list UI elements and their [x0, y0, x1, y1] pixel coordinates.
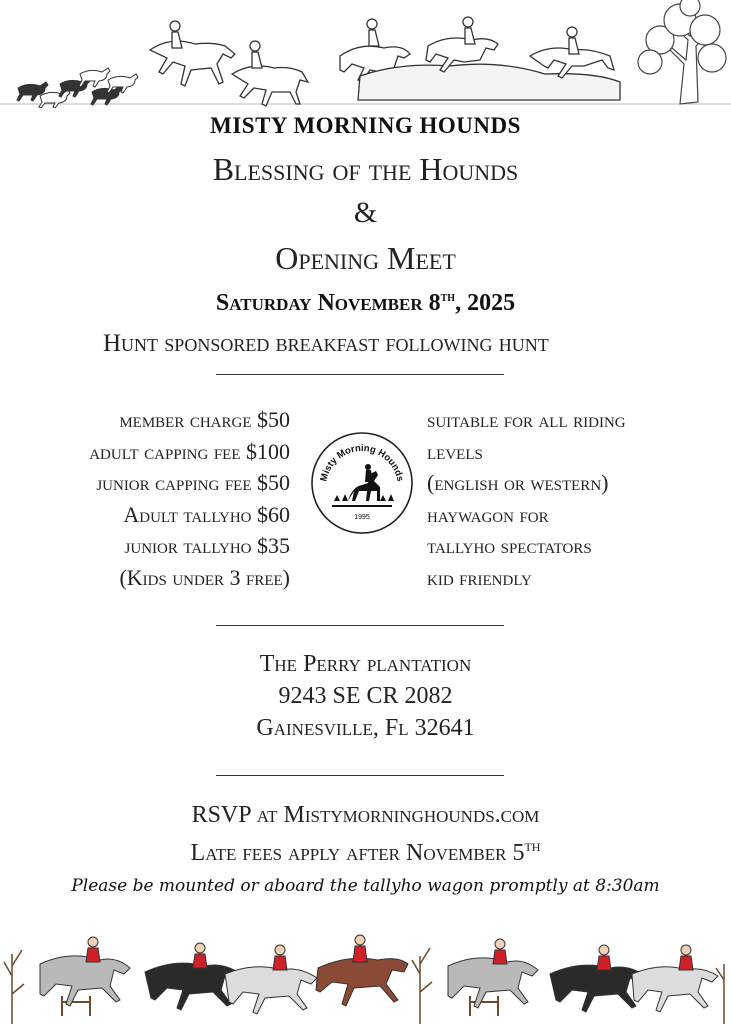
- venue-block: [0, 648, 731, 744]
- galloping-riders-illustration: [40, 935, 718, 1014]
- mounting-note: Please be mounted or aboard the tallyho wagon promptly at 8:30am: [71, 876, 660, 896]
- rsvp-block: [0, 799, 731, 869]
- amenity-item: kid friendly: [427, 564, 532, 590]
- late-fee-line: [0, 831, 731, 869]
- fence-illustration: [62, 996, 498, 1016]
- venue-street: 9243 SE CR 2082: [278, 683, 453, 709]
- divider-2: [216, 625, 504, 626]
- hunt-scene-bottom-banner: [0, 916, 731, 1024]
- event-title-line1: Blessing of the Hounds: [212, 151, 519, 187]
- amenity-item: levels: [427, 438, 483, 464]
- rsvp-line: RSVP at Mistymorninghounds.com: [191, 802, 540, 828]
- fees-list: [89, 404, 290, 593]
- event-date-main: Saturday November 8: [215, 290, 441, 316]
- fee-item: member charge $50: [119, 407, 290, 432]
- venue-name: The Perry plantation: [259, 651, 472, 677]
- svg-text:1995: 1995: [354, 514, 370, 521]
- hounds-pack-illustration: [17, 68, 138, 108]
- event-date-year: , 2025: [455, 290, 516, 316]
- fee-item: adult capping fee $100: [89, 438, 290, 464]
- tree-illustration: [638, 0, 726, 104]
- fee-item: Adult tallyho $60: [123, 501, 290, 527]
- divider-1: [216, 374, 504, 375]
- event-title-line2: Opening Meet: [275, 240, 456, 276]
- club-logo-seal: [310, 431, 414, 535]
- fee-item: junior capping fee $50: [96, 470, 290, 495]
- amenity-item: tallyho spectators: [427, 533, 592, 558]
- amenity-item: suitable for all riding: [427, 407, 626, 432]
- event-title-ampersand: &: [353, 196, 378, 229]
- club-name: MISTY MORNING HOUNDS: [210, 113, 521, 138]
- breakfast-note: Hunt sponsored breakfast following hunt: [103, 330, 549, 357]
- late-fee-ordinal: TH: [524, 840, 541, 854]
- venue-city: Gainesville, Fl 32641: [256, 715, 475, 741]
- svg-text:Misty Morning Hounds: Misty Morning Hounds: [318, 442, 406, 483]
- fee-item: (Kids under 3 free): [119, 564, 290, 590]
- event-date: [0, 290, 731, 317]
- late-fee-text: Late fees apply after November 5: [190, 840, 525, 866]
- amenity-item: haywagon for: [427, 501, 549, 527]
- event-date-ordinal: th: [440, 290, 456, 305]
- amenities-list: [427, 404, 626, 593]
- amenity-item: (english or western): [427, 470, 609, 495]
- fee-item: junior tallyho $35: [124, 533, 290, 558]
- riders-illustration: [150, 17, 620, 106]
- hunt-scene-top-banner: [0, 0, 731, 108]
- divider-3: [216, 775, 504, 776]
